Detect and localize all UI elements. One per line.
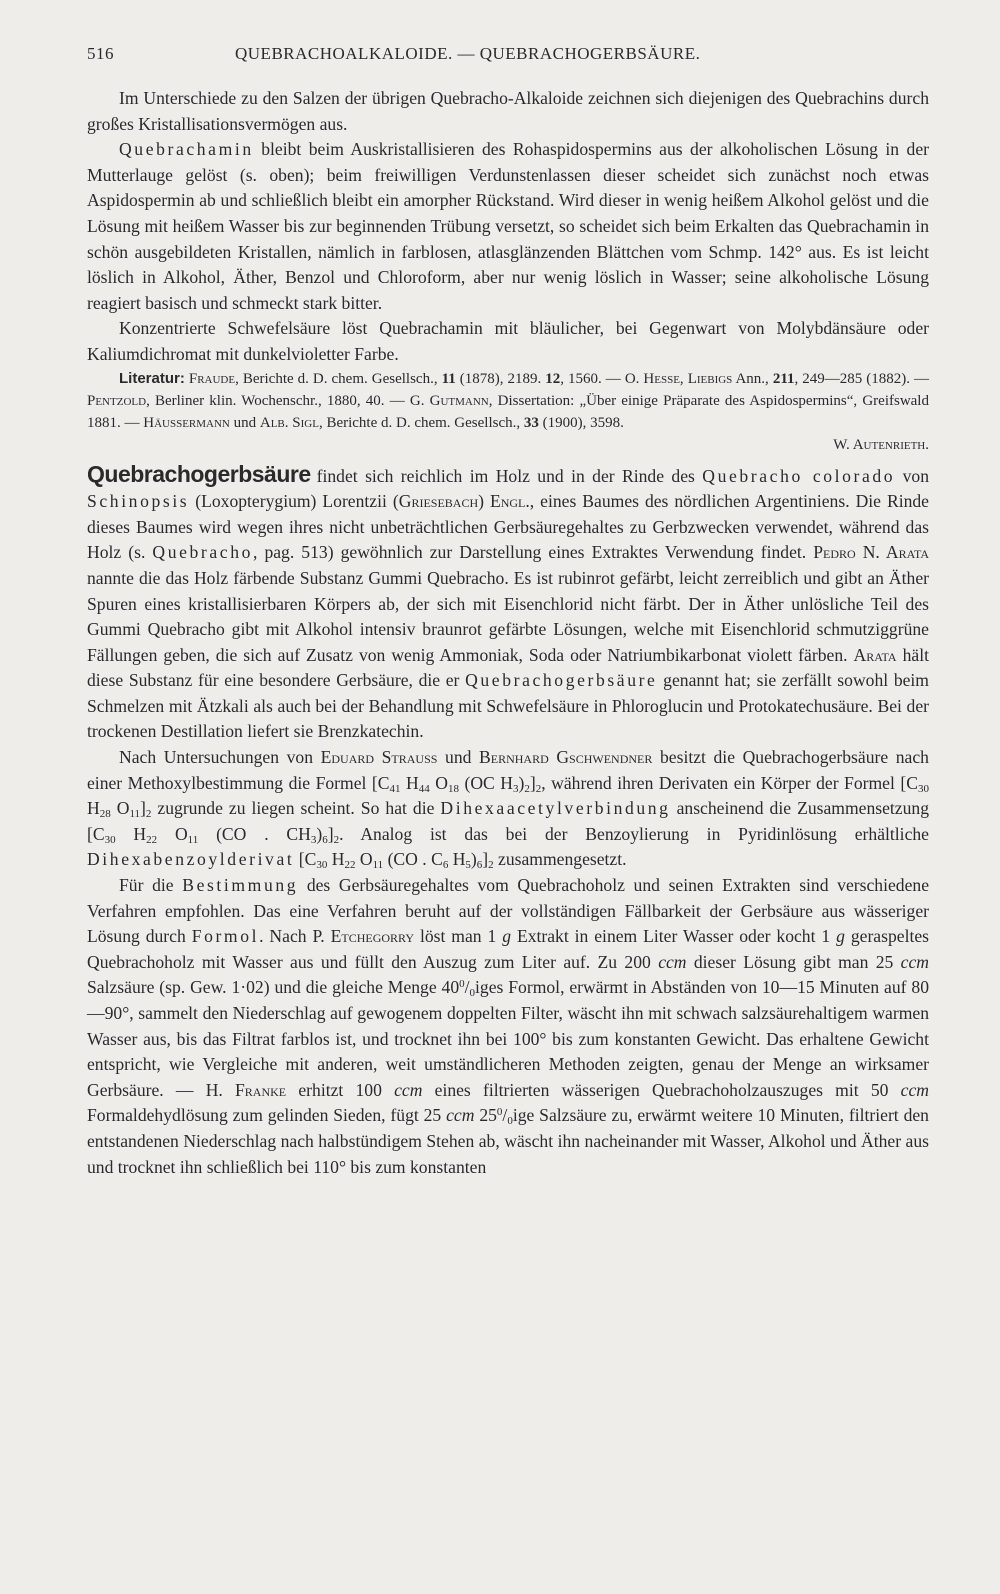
paragraph-text: H — [327, 849, 345, 870]
paragraph-text: findet sich reichlich im Holz und in der Rinde des — [316, 465, 703, 486]
formula-subscript: 11 — [372, 859, 384, 872]
paragraph-text: Extrakt in einem Liter Wasser oder kocht 1 — [511, 926, 837, 947]
paragraph-text: eines filtrierten wässerigen Quebrachoholzauszuges mit 50 — [422, 1079, 901, 1100]
spaced-term: Dihexabenzoylderivat — [87, 849, 295, 870]
author: Bernhard Gschwendner — [479, 747, 653, 768]
citation-text: , — [679, 370, 688, 387]
author: Eduard Strauss — [320, 747, 438, 768]
paragraph-text: ) — [470, 849, 477, 870]
paragraph-text: O — [157, 823, 188, 844]
formula-subscript: 5 — [465, 859, 471, 872]
volume: 33 — [523, 414, 539, 431]
paragraph-text: des Gerbsäuregehaltes vom Quebrachoholz und seinen Extrakten sind verschiedene Verfahren empfohlen. Das eine Verfahren beruht auf der vollständigen Fällbarkeit der Gerbsäure aus wässeriger Lösung durch — [87, 875, 929, 947]
paragraph-text: geraspeltes Quebrachoholz mit Wasser aus und füllt den Auszug zum Liter auf. Zu 200 — [87, 926, 929, 972]
formula-subscript: 18 — [447, 782, 459, 795]
paragraph-text: (Loxopterygium) Lorentzii ( — [189, 491, 399, 512]
paragraph-text: erhitzt 100 — [286, 1079, 395, 1100]
running-title: QUEBRACHOALKALOIDE. — QUEBRACHOGERBSÄURE. — [235, 44, 701, 63]
author: O. Hesse — [624, 370, 680, 387]
paragraph-text: genannt hat; sie zerfällt sowohl beim Schmelzen mit Ätzkali als auch bei der Behandlung mit Schwefelsäure in Phloroglucin und Protokatechusäure. Bei der trockenen Destillation liefert sie Brenzkatechin. — [87, 670, 929, 742]
author: P. Etchegorry — [312, 926, 415, 947]
paragraph-text: (CO . CH — [198, 823, 311, 844]
page-header — [87, 44, 929, 68]
page-number: 516 — [87, 44, 114, 63]
author: Häussermann — [143, 414, 230, 431]
formula-subscript: 2 — [524, 782, 530, 795]
paragraph-text: H — [115, 823, 147, 844]
paragraph-text: / — [464, 977, 470, 998]
author: Pentzold — [87, 392, 147, 409]
paragraph-text: ) — [478, 491, 490, 512]
paragraph-text: (CO . C — [383, 849, 443, 870]
paragraph-quebrachin-salts: Im Unterschiede zu den Salzen der übrigen Quebracho-Alkaloide zeichnen sich diejenigen des Quebrachins durch großes Kristallisationsvermögen aus. — [87, 88, 929, 134]
paragraph-text: H — [400, 772, 419, 793]
unit: ccm — [394, 1079, 423, 1100]
page-body — [87, 86, 929, 1180]
citation-text: , Berliner klin. Wochenschr., 1880, 40. — — [146, 392, 410, 409]
unit: g — [836, 926, 845, 947]
paragraph-text: O — [429, 772, 448, 793]
volume: 11 — [441, 370, 456, 387]
formula-subscript: 2 — [333, 833, 340, 846]
formula-subscript: 6 — [322, 833, 328, 846]
formula-subscript: 30 — [316, 859, 328, 872]
paragraph-text: iges Formol, erwärmt in Abständen von 10—15 Minuten auf 80—90°, sammelt den Niederschlag auf gewogenem doppelten Filter, wäscht ihn mit schwach salzsäurehaltigem warmen Wasser aus, bis das Filtrat farblos ist, und trocknet ihn bei 100° bis zum konstanten Gewicht. Das erhaltene Gewicht entspricht, wie Vergleiche mit anderen, weit umständlicheren Methoden zeigten, genau der Menge an wirksamer Gerbsäure. — — [87, 977, 929, 1100]
unit: ccm — [900, 1079, 929, 1100]
paragraph-text: nannte die das Holz färbende Substanz Gummi Quebracho. Es ist rubinrot gefärbt, leicht zerreiblich und gibt an Äther Spuren eines kristallisierbaren Körpers ab, der sich mit Eisenchlorid nicht färbt. Der in Äther unlösliche Teil des Gummi Quebracho gibt mit Alkohol intensiv braunrot gefärbte Lösungen, welche mit Eisenchlorid schmutziggrüne Fällungen geben, die sich auf Zusatz von wenig Ammoniak, Soda oder Natriumbikarbonat violett färben. — [87, 567, 929, 665]
percent-sub: 0 — [469, 987, 476, 1000]
formula-subscript: 11 — [129, 808, 141, 821]
citation-text: , Berichte d. D. chem. Gesellsch., — [235, 370, 442, 387]
paragraph-text: von — [895, 465, 930, 486]
citation-text: , Berichte d. D. chem. Gesellsch., — [318, 414, 524, 431]
percent-sub: 0 — [507, 1115, 513, 1128]
formula-subscript: 28 — [99, 808, 111, 821]
paragraph-text: Für die — [119, 875, 183, 896]
paragraph-determination — [87, 873, 929, 1180]
paragraph-text: bleibt beim Auskristallisieren des Rohaspidospermins aus der alkoholischen Lösung in der Mutterlauge gelöst (s. oben); beim freiwilligen Verdunstenlassen dieser scheidet sich zunächst noch etwas Aspidospermin ab und schließlich bleibt ein amorpher Rückstand. Wird dieser in wenig heißem Alkohol gelöst und die Lösung mit heißem Wasser bis zur beginnenden Trübung versetzt, so scheidet sich beim Erkalten das Quebrachamin in schön ausgebildeten Kristallen, nämlich in farblosen, atlasglänzenden Blättchen vom Schmp. 142° aus. Es ist leicht löslich in Alkohol, Äther, Benzol und Chloroform, aber nur wenig löslich in Wasser; seine alkoholische Lösung reagiert basisch und schmeckt stark bitter. — [87, 139, 929, 313]
section-heading: Quebrachogerbsäure — [87, 460, 311, 487]
paragraph-text: 25 — [474, 1105, 497, 1126]
unit: ccm — [446, 1105, 475, 1126]
paragraph-text: und — [437, 747, 480, 768]
spaced-term: Quebrachogerbsäure — [465, 670, 658, 691]
author: Alb. Sigl — [259, 414, 319, 431]
spaced-term: Dihexaacetylverbindung — [440, 798, 671, 819]
formula-subscript: 30 — [104, 833, 116, 846]
citation-text: , Dissertation: „Über einige Präparate des Aspidospermins“, Greifswald 1881. — — [87, 392, 929, 431]
paragraph-text: ] — [327, 823, 334, 844]
volume: 12 — [545, 370, 561, 387]
paragraph-text: Nach Untersuchungen von — [119, 747, 321, 768]
citation-text: Ann., — [732, 370, 773, 387]
paragraph-text: hält diese Substanz für eine besondere Gerbsäure, die er — [87, 644, 929, 691]
author: Pedro N. Arata — [813, 542, 929, 563]
author: Liebigs — [687, 370, 733, 387]
spaced-term: Bestimmung — [182, 875, 299, 896]
author: H. Franke — [205, 1079, 287, 1100]
formula-subscript: 3 — [310, 833, 317, 846]
spaced-term: Quebracho colorado — [702, 465, 896, 486]
formula-subscript: 6 — [476, 859, 483, 872]
paragraph-text: H — [87, 798, 100, 819]
paragraph-text: , pag. 513) gewöhnlich zur Darstellung eines Extraktes Verwendung findet. — [253, 542, 814, 563]
unit: g — [502, 926, 512, 947]
formula-subscript: 6 — [442, 859, 449, 872]
author: Engl. — [489, 491, 530, 512]
spaced-term: Schinopsis — [87, 491, 190, 512]
citation-text: , 249—285 (1882). — — [794, 370, 930, 387]
formula-subscript: 30 — [918, 782, 929, 795]
literature-block — [87, 368, 929, 434]
paragraph-text: anscheinend die Zusammensetzung [C — [87, 798, 929, 844]
unit: ccm — [900, 951, 929, 972]
author: Fraude — [188, 370, 236, 387]
formula-subscript: 3 — [513, 782, 519, 795]
citation-text: und — [229, 414, 260, 431]
term-quebrachamin: Quebrachamin — [119, 139, 254, 160]
paragraph-text: Salzsäure (sp. Gew. 1·02) und die gleiche Menge 40 — [87, 977, 460, 998]
formula-subscript: 22 — [344, 859, 356, 872]
paragraph-text: zusammengesetzt. — [493, 849, 627, 870]
literature-label: Literatur: — [119, 369, 185, 387]
citation-text: (1878), 2189. — [455, 370, 546, 387]
formula-subscript: 2 — [488, 859, 494, 872]
paragraph-text: ) — [316, 823, 323, 844]
paragraph-text: , eines Baumes des nördlichen Argentiniens. Die Rinde dieses Baumes wird wegen ihres nicht unbeträchtlichen Gerbsäuregehaltes zu Gerbzwecken verwendet, während das Holz (s. — [87, 491, 929, 563]
formula-subscript: 41 — [389, 782, 401, 795]
unit: ccm — [658, 951, 687, 972]
percent-sup: 0 — [496, 1106, 503, 1119]
formula-subscript: 22 — [146, 833, 158, 846]
citation-text: , 1560. — — [560, 370, 625, 387]
paragraph-text: [C — [294, 849, 317, 870]
paragraph-text: ) — [518, 772, 525, 793]
paragraph-text: ] — [482, 849, 489, 870]
paragraph-text: O — [110, 798, 130, 819]
paragraph-sulfuric-acid: Konzentrierte Schwefelsäure löst Quebrachamin mit bläulicher, bei Gegenwart von Molybdänsäure oder Kaliumdichromat mit dunkelvioletter Farbe. — [87, 318, 929, 364]
paragraph-text: dieser Lösung gibt man 25 — [686, 951, 901, 972]
author: Griesebach — [398, 491, 479, 512]
volume: 211 — [772, 370, 795, 387]
paragraph-text: ] — [529, 772, 536, 793]
paragraph-quebrachamin — [87, 137, 929, 316]
formula-subscript: 2 — [535, 782, 542, 795]
formula-subscript: 44 — [418, 782, 430, 795]
paragraph-text: , während ihren Derivaten ein Körper der Formel [C — [541, 772, 918, 793]
formula-subscript: 2 — [145, 808, 152, 821]
paragraph-text: . Nach — [259, 926, 313, 947]
citation-text: (1900), 3598. — [538, 414, 624, 431]
paragraph-text: H — [448, 849, 466, 870]
paragraph-text: Formaldehydlösung zum gelinden Sieden, fügt 25 — [87, 1105, 447, 1126]
author: G. Gutmann — [409, 392, 489, 409]
paragraph-text: (OC H — [458, 772, 513, 793]
paragraph-quebrachogerbsaeure — [87, 462, 929, 746]
paragraph-text: . Analog ist das bei der Benzoylierung in Pyridinlösung erhältliche — [339, 823, 929, 844]
formula-subscript: 11 — [187, 833, 199, 846]
paragraph-text: ige Salzsäure zu, erwärmt weitere 10 Minuten, filtriert den entstandenen Niederschlag nach halbstündigem Stehen ab, wäscht ihn nacheinander mit Wasser, Alkohol und Äther aus und trocknet ihn schließlich bei 110° bis zum konstanten — [87, 1105, 929, 1177]
paragraph-text: löst man 1 — [414, 926, 503, 947]
author: Arata — [853, 644, 897, 665]
spaced-term: Formol — [191, 926, 260, 947]
paragraph-text: besitzt die Quebrachogerbsäure nach einer Methoxylbestimmung die Formel [C — [87, 747, 929, 793]
paragraph-text: zugrunde zu liegen scheint. So hat die — [151, 798, 441, 819]
paragraph-text: / — [502, 1105, 508, 1126]
percent-sup: 0 — [459, 978, 465, 991]
paragraph-formula — [87, 745, 929, 873]
paragraph-text: ] — [140, 798, 146, 819]
author-signature: W. Autenrieth. — [833, 436, 929, 453]
paragraph-text: O — [355, 849, 373, 870]
spaced-term: Quebracho — [152, 542, 253, 563]
